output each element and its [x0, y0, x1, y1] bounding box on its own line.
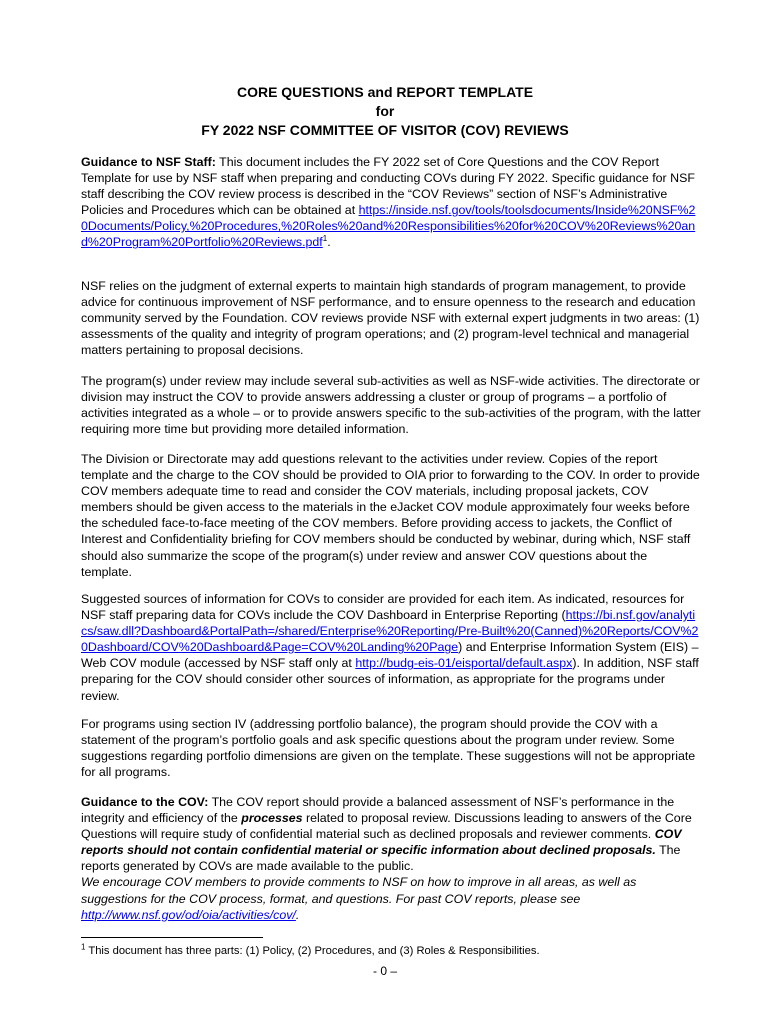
sentence-end: .: [295, 907, 300, 922]
eis-portal-link[interactable]: http://budg-eis-01/eisportal/default.aspx: [355, 656, 573, 671]
feedback-request: We encourage COV members to provide comments to NSF on how to improve in all areas, as well as suggestions for the COV process, format, and questions. For past COV reports, please see: [81, 875, 637, 906]
footnote-mark: 1: [81, 942, 86, 952]
footnote-divider: [81, 937, 263, 938]
paragraph-nsf-relies: [81, 278, 701, 358]
paragraph-text: The reports generated by COVs are made available to the public.: [81, 843, 681, 874]
title-line-2: for: [375, 103, 395, 119]
paragraph-text: ). In addition, NSF staff preparing for the COV should consider other sources of information, as appropriate for the programs under review.: [81, 656, 699, 703]
paragraph-text: The program(s) under review may include several sub-activities as well as NSF-wide activities. The directorate or division may instruct the COV to provide answers addressing a cluster or group of programs – a portfolio of activities integrated as a whole – or to provide answers specific to the sub-activities of the program, with the latter requiring more time but providing more detailed information.: [81, 374, 701, 437]
processes-emphasis: processes: [241, 811, 303, 826]
paragraph-text: Suggested sources of information for COVs to consider are provided for each item. As indicated, resources for NSF staff preparing data for COVs include the COV Dashboard in Enterprise Reporting (: [81, 592, 685, 623]
footnote: [81, 944, 540, 958]
cov-dashboard-link[interactable]: https://bi.nsf.gov/analytics/saw.dll?Dashboard&PortalPath=/shared/Enterprise%20Reporting/Pre-Built%20(Canned)%20Reports/COV%20Dashboard/COV%20Dashboard&Page=COV%20Landing%20Page: [81, 608, 699, 655]
page-number: - 0 –: [372, 964, 397, 978]
paragraph-suggested-sources: [81, 591, 701, 704]
guidance-staff-paragraph: [81, 154, 701, 251]
paragraph-portfolio-balance: [81, 716, 701, 780]
paragraph-text: NSF relies on the judgment of external experts to maintain high standards of program management, to provide advice for continuous improvement of NSF performance, and to ensure openness to the research and education community served by the Foundation. COV reviews provide NSF with external expert judgments in two areas: (1) assessments of the quality and integrity of program operations; and (2) program-level technical and managerial matters pertaining to proposal decisions.: [81, 279, 700, 358]
paragraph-text: The Division or Directorate may add questions relevant to the activities under review. Copies of the report template and the charge to the COV should be provided to OIA prior to forwarding to the COV. In order to provide COV members adequate time to read and consider the COV materials, including proposal jackets, COV members should be given access to the materials in the eJacket COV module approximately four weeks before the scheduled face-to-face meeting of the COV members. Before providing access to jackets, the Conflict of Interest and Confidentiality briefing for COV members should be conducted by webinar, during which, NSF staff should also summarize the scope of the program(s) under review and answer COV questions about the template.: [81, 452, 700, 579]
guidance-cov-paragraph: [81, 794, 701, 923]
guidance-cov-label: Guidance to the COV:: [81, 795, 209, 809]
footnote-reference: 1: [322, 234, 328, 244]
policy-document-link[interactable]: https://inside.nsf.gov/tools/toolsdocuments/Inside%20NSF%20Documents/Policy,%20Procedures,%20Roles%20and%20Responsibilities%20for%20COV%20Reviews%20and%20Program%20Portfolio%20Reviews.pdf: [81, 203, 696, 250]
title-line-3: FY 2022 NSF COMMITTEE OF VISITOR (COV) REVIEWS: [201, 122, 569, 138]
sentence-end: .: [327, 235, 331, 250]
paragraph-programs-under-review: [81, 373, 701, 437]
footnote-text: This document has three parts: (1) Policy, (2) Procedures, and (3) Roles & Responsibilities.: [85, 945, 540, 957]
paragraph-text: related to proposal review. Discussions leading to answers of the Core Questions will require study of confidential material such as declined proposals and reviewer comments.: [81, 811, 692, 842]
title-line-1: CORE QUESTIONS and REPORT TEMPLATE: [236, 84, 534, 100]
paragraph-text: The COV report should provide a balanced assessment of NSF’s performance in the integrity and efficiency of the: [81, 795, 675, 826]
guidance-staff-text: This document includes the FY 2022 set of Core Questions and the COV Report Template for use by NSF staff when preparing and conducting COVs during FY 2022. Specific guidance for NSF staff describing the COV review process is described in the “COV Reviews” section of NSF’s Administrative Policies and Procedures which can be obtained at: [81, 155, 695, 218]
paragraph-text: ) and Enterprise Information System (EIS) –Web COV module (accessed by NSF staff only at: [81, 640, 699, 671]
confidentiality-notice: COV reports should not contain confidential material or specific information about declined proposals.: [81, 827, 682, 858]
paragraph-division-directorate: [81, 451, 701, 580]
past-cov-reports-link[interactable]: http://www.nsf.gov/od/oia/activities/cov/: [81, 907, 296, 922]
paragraph-text: For programs using section IV (addressing portfolio balance), the program should provide the COV with a statement of the program’s portfolio goals and ask specific questions about the program under review. Some suggestions regarding portfolio dimensions are given on the template. These suggestions will not be appropriate for all programs.: [81, 717, 696, 780]
guidance-staff-label: Guidance to NSF Staff:: [81, 155, 216, 169]
